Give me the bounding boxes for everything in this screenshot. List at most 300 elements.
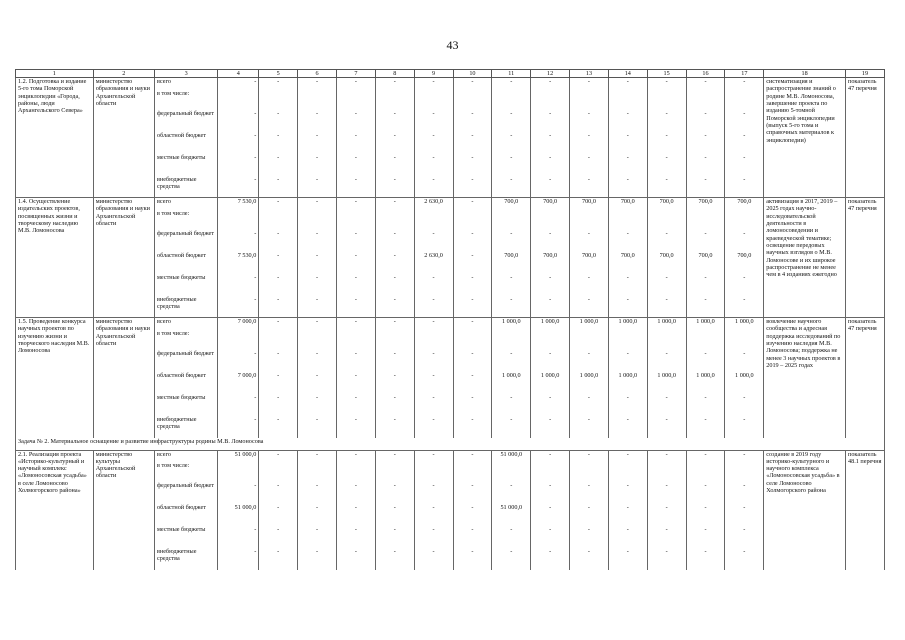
table-cell: - [336,132,375,154]
table-cell: - [725,504,764,526]
table-cell: - [375,372,414,394]
table-cell: 2 630,0 [414,198,453,210]
table-cell: - [725,176,764,198]
table-cell: - [608,482,647,504]
table-cell: - [453,230,492,252]
table-cell: 7 530,0 [218,252,259,274]
table-cell: - [336,154,375,176]
column-number: 15 [647,70,686,78]
table-cell: - [375,394,414,416]
table-cell: - [492,394,531,416]
table-cell: - [414,394,453,416]
table-cell [608,90,647,110]
table-cell: - [453,504,492,526]
measure-name: 1.4. Осуществление издательских проектов, посвященных жизни и творческому наследию М.В. Ломоносова [16,198,94,318]
table-cell: - [647,78,686,90]
table-cell: - [570,110,609,132]
table-cell: - [570,548,609,570]
table-cell: - [725,296,764,318]
table-cell: - [647,230,686,252]
program-table [15,69,885,570]
table-cell: - [218,482,259,504]
table-cell: - [647,504,686,526]
table-cell: - [414,450,453,462]
table-cell: - [531,482,570,504]
table-cell [570,462,609,482]
table-cell: - [492,482,531,504]
table-cell: - [298,154,337,176]
table-cell: - [531,504,570,526]
table-cell: - [375,252,414,274]
table-cell: - [218,548,259,570]
table-cell [298,330,337,350]
table-cell: - [647,274,686,296]
table-cell: - [414,482,453,504]
table-cell: - [453,198,492,210]
table-cell: - [336,252,375,274]
table-cell: - [298,318,337,330]
table-cell [259,210,298,230]
funding-source: областной бюджет [155,372,218,394]
table-cell: - [218,176,259,198]
table-cell [725,90,764,110]
table-cell: - [414,176,453,198]
funding-source: в том числе: [155,330,218,350]
funding-source: федеральный бюджет [155,350,218,372]
table-cell: - [414,274,453,296]
table-cell: - [725,350,764,372]
table-cell: - [453,450,492,462]
table-cell: - [492,110,531,132]
table-cell: 51 000,0 [492,504,531,526]
column-number: 19 [846,70,885,78]
table-cell: - [453,394,492,416]
table-cell: - [686,450,725,462]
column-number: 9 [414,70,453,78]
table-cell: - [298,548,337,570]
funding-source: местные бюджеты [155,526,218,548]
table-cell: - [414,526,453,548]
table-cell: - [608,110,647,132]
column-number: 7 [336,70,375,78]
page-number: 43 [446,38,459,52]
table-cell: - [218,394,259,416]
table-cell: - [570,132,609,154]
table-cell [570,330,609,350]
table-cell: - [492,350,531,372]
table-cell: - [647,110,686,132]
table-cell [686,330,725,350]
table-cell: - [336,504,375,526]
funding-source: в том числе: [155,90,218,110]
table-cell: - [298,274,337,296]
table-cell: - [414,548,453,570]
table-cell: - [686,132,725,154]
indicator: показатель 47 перечня [846,78,885,198]
table-cell: - [298,252,337,274]
table-cell: - [414,132,453,154]
table-cell [531,462,570,482]
table-cell [375,90,414,110]
table-cell: - [647,526,686,548]
table-cell: 700,0 [686,198,725,210]
measure-name: 2.1. Реализация проекта «Историко-культурный и научный комплекс «Ломоносовская усадьба» в селе Ломоносово Холмогорского района» [16,450,94,570]
table-cell: - [259,548,298,570]
funding-source: местные бюджеты [155,274,218,296]
funding-source: федеральный бюджет [155,110,218,132]
table-cell: - [259,252,298,274]
table-cell: - [725,154,764,176]
table-cell: - [336,482,375,504]
table-cell: - [336,372,375,394]
table-cell: - [414,78,453,90]
table-cell: - [531,394,570,416]
table-cell: - [647,154,686,176]
table-cell: - [608,176,647,198]
column-number: 16 [686,70,725,78]
table-cell: - [336,548,375,570]
table-cell: - [647,482,686,504]
table-cell: - [375,504,414,526]
table-cell: - [453,318,492,330]
funding-source: местные бюджеты [155,154,218,176]
table-cell: - [531,350,570,372]
table-cell: - [298,450,337,462]
indicator: показатель 47 перечня [846,318,885,438]
table-cell: - [531,230,570,252]
table-cell: - [453,482,492,504]
table-cell: - [570,176,609,198]
column-number: 8 [375,70,414,78]
table-cell: 1 000,0 [725,372,764,394]
table-cell: - [686,350,725,372]
table-cell: - [686,230,725,252]
table-cell: - [492,176,531,198]
table-cell: - [218,416,259,438]
table-cell [570,210,609,230]
table-cell: - [336,450,375,462]
table-cell: 7 000,0 [218,372,259,394]
table-cell [218,462,259,482]
table-cell: - [218,350,259,372]
table-cell: - [259,318,298,330]
table-cell: - [259,154,298,176]
table-cell: 700,0 [492,252,531,274]
table-cell: - [259,350,298,372]
table-cell: - [570,416,609,438]
table-cell [647,210,686,230]
table-cell: - [531,548,570,570]
table-cell: 700,0 [492,198,531,210]
table-cell: - [570,482,609,504]
table-cell: - [336,230,375,252]
table-cell: - [218,110,259,132]
table-cell: 1 000,0 [531,318,570,330]
funding-source: областной бюджет [155,132,218,154]
table-cell: - [259,482,298,504]
table-cell: - [686,416,725,438]
table-cell [218,330,259,350]
table-cell: 1 000,0 [492,372,531,394]
table-row [16,78,885,90]
table-cell: - [259,526,298,548]
table-cell: - [531,176,570,198]
table-cell: - [725,394,764,416]
table-cell: - [686,504,725,526]
table-cell: 1 000,0 [686,318,725,330]
funding-source: в том числе: [155,462,218,482]
table-cell [298,210,337,230]
table-cell [453,330,492,350]
table-cell: - [336,526,375,548]
table-cell: 700,0 [725,198,764,210]
table-cell [686,462,725,482]
table-cell: - [414,416,453,438]
table-row [16,450,885,462]
table-cell [375,210,414,230]
table-cell: - [453,296,492,318]
table-cell: - [453,372,492,394]
table-cell: 1 000,0 [608,318,647,330]
table-cell: - [218,132,259,154]
table-cell [686,90,725,110]
table-cell: - [608,504,647,526]
table-cell: - [453,252,492,274]
table-cell [414,330,453,350]
table-cell: - [686,176,725,198]
table-cell [453,210,492,230]
funding-source: внебюджетные средства [155,416,218,438]
column-number: 4 [218,70,259,78]
table-cell [414,462,453,482]
table-cell: - [336,176,375,198]
column-number: 2 [93,70,154,78]
expected-result: активизация в 2017, 2019 – 2025 годах научно-исследовательской деятельности в ломоносоведении и краеведческой тематике; освещение передовых научных взглядов о М.В. Ломоносове и их широкое распространение не менее чем в 4 изданиях ежегодно [764,198,846,318]
table-cell [531,330,570,350]
table-cell: - [686,274,725,296]
table-cell [492,90,531,110]
table-cell: - [725,132,764,154]
executor: министерство образования и науки Архангельской области [93,78,154,198]
table-cell: - [453,350,492,372]
table-cell [414,90,453,110]
table-cell: - [298,110,337,132]
funding-source: федеральный бюджет [155,482,218,504]
funding-source: местные бюджеты [155,394,218,416]
table-cell: - [375,450,414,462]
table-cell: 700,0 [531,252,570,274]
table-cell: 700,0 [725,252,764,274]
table-cell: - [725,230,764,252]
table-cell: - [375,318,414,330]
table-cell: - [298,482,337,504]
table-cell: 1 000,0 [725,318,764,330]
table-cell: - [725,548,764,570]
table-cell: - [570,230,609,252]
table-cell: - [298,176,337,198]
column-number: 12 [531,70,570,78]
table-cell: - [218,78,259,90]
table-cell: 1 000,0 [570,318,609,330]
table-cell: - [647,416,686,438]
table-cell: - [298,504,337,526]
table-cell [218,210,259,230]
table-cell: - [298,416,337,438]
table-cell [725,330,764,350]
executor: министерство образования и науки Архангельской области [93,318,154,438]
funding-source: федеральный бюджет [155,230,218,252]
table-cell: 700,0 [686,252,725,274]
table-cell: 1 000,0 [608,372,647,394]
table-cell: - [570,274,609,296]
table-cell: - [608,296,647,318]
table-cell: 700,0 [608,252,647,274]
table-cell: - [570,296,609,318]
table-cell: - [375,230,414,252]
table-cell: - [336,350,375,372]
table-cell: - [725,450,764,462]
table-cell: - [414,318,453,330]
table-cell: - [531,110,570,132]
table-cell: - [570,450,609,462]
table-body [16,70,885,571]
table-cell: - [570,154,609,176]
table-cell: - [375,198,414,210]
table-cell: - [453,548,492,570]
table-row [16,318,885,330]
table-cell: - [259,230,298,252]
table-cell: - [686,394,725,416]
table-cell: - [336,416,375,438]
table-cell: - [298,296,337,318]
table-cell [608,210,647,230]
table-cell: 7 000,0 [218,318,259,330]
table-cell: - [492,526,531,548]
table-cell: - [686,482,725,504]
table-cell: - [686,296,725,318]
table-cell: - [647,450,686,462]
table-cell: - [259,504,298,526]
expected-result: систематизация и распространение знаний о родине М.В. Ломоносова, завершение проекта по изданию 5-томной Поморской энциклопедии (выпуск 5-го тома и справочных материалов к энциклопедии) [764,78,846,198]
table-cell [259,90,298,110]
table-cell [492,462,531,482]
table-cell: 700,0 [570,198,609,210]
table-cell: - [298,78,337,90]
table-cell [336,90,375,110]
table-cell: - [725,274,764,296]
table-cell: 51 000,0 [218,450,259,462]
table-cell [686,210,725,230]
table-cell: 1 000,0 [531,372,570,394]
table-cell: - [570,350,609,372]
column-number: 3 [155,70,218,78]
executor: министерство культуры Архангельской области [93,450,154,570]
table-cell: - [298,372,337,394]
expected-result: создание в 2019 году историко-культурного и научного комплекса «Ломоносовская усадьба» в селе Ломоносово Холмогорского района [764,450,846,570]
table-cell: - [492,230,531,252]
table-cell [608,462,647,482]
table-cell: - [686,154,725,176]
table-cell: - [336,110,375,132]
table-cell: - [414,230,453,252]
table-cell: - [298,198,337,210]
table-cell: - [686,526,725,548]
table-cell: - [259,132,298,154]
table-cell: 700,0 [608,198,647,210]
table-cell: - [259,296,298,318]
table-cell: - [686,548,725,570]
table-cell: - [298,350,337,372]
table-cell: - [453,274,492,296]
table-cell: 1 000,0 [647,318,686,330]
table-cell: - [492,548,531,570]
table-cell: - [259,416,298,438]
table-cell [492,210,531,230]
column-number: 13 [570,70,609,78]
table-cell: 700,0 [647,252,686,274]
table-cell [725,462,764,482]
table-cell: - [259,78,298,90]
table-cell: - [492,78,531,90]
table-cell: 1 000,0 [686,372,725,394]
table-cell: - [336,394,375,416]
table-cell: 700,0 [647,198,686,210]
table-cell: - [608,350,647,372]
table-cell: - [375,78,414,90]
table-cell [531,210,570,230]
table-cell [336,462,375,482]
table-cell: - [608,230,647,252]
table-cell: 7 530,0 [218,198,259,210]
task-row [16,438,885,451]
table-cell: 1 000,0 [647,372,686,394]
table-cell: - [218,274,259,296]
table-cell: - [570,504,609,526]
table-cell: - [453,416,492,438]
table-cell: - [414,504,453,526]
table-cell: - [725,526,764,548]
table-cell: - [336,78,375,90]
table-cell [218,90,259,110]
table-cell: - [608,78,647,90]
table-cell: - [725,416,764,438]
measure-name: 1.5. Проведение конкурса научных проектов по изучению жизни и творческого наследия М.В. Ломоносова [16,318,94,438]
table-cell: 51 000,0 [218,504,259,526]
table-cell: - [608,132,647,154]
table-cell [492,330,531,350]
table-cell: - [492,296,531,318]
table-cell: - [298,526,337,548]
table-cell: - [531,296,570,318]
table-cell [375,330,414,350]
executor: министерство образования и науки Архангельской области [93,198,154,318]
table-cell: - [531,132,570,154]
table-cell: - [298,132,337,154]
table-cell: - [608,394,647,416]
expected-result: вовлечение научного сообщества и адресная поддержка исследований по изучению наследия М.В. Ломоносова; поддержка не менее 3 научных проектов в 2019 – 2025 годах [764,318,846,438]
table-cell: - [414,350,453,372]
table-cell: - [218,230,259,252]
table-cell [647,330,686,350]
table-cell [570,90,609,110]
table-cell: - [531,416,570,438]
table-cell [298,90,337,110]
table-cell: - [647,394,686,416]
table-cell [647,90,686,110]
table-cell: - [414,296,453,318]
table-cell: - [298,394,337,416]
table-cell: - [375,482,414,504]
